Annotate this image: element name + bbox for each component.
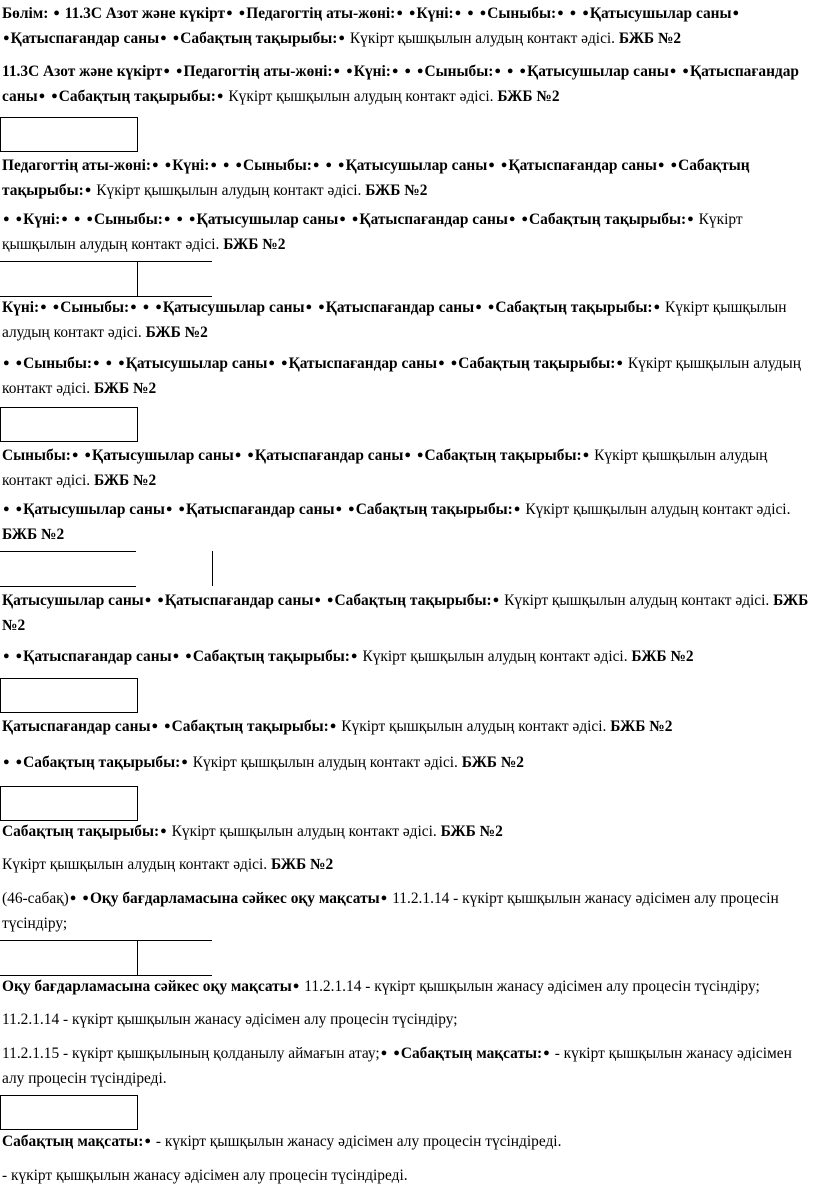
- text-teacher: Педагогтің аты-жөні:: [2, 157, 152, 174]
- bullet-icon: ●: [488, 159, 495, 171]
- bullet-icon: ●: [15, 650, 23, 662]
- bullet-icon: ●: [172, 650, 180, 662]
- paragraph-11: [2, 715, 812, 740]
- text-goal-label: Сабақтың мақсаты:: [400, 1045, 543, 1062]
- text-teacher: Педагогтің аты-жөні:: [183, 63, 333, 80]
- bullet-icon: ●: [333, 65, 341, 77]
- bullet-icon: ●: [582, 7, 589, 19]
- bullet-icon: ●: [160, 32, 167, 44]
- paragraph-14: [2, 853, 812, 876]
- paragraph-18: [2, 1042, 812, 1090]
- bullet-icon: ●: [670, 159, 678, 171]
- text-teacher: Педагогтің аты-жөні:: [246, 5, 396, 22]
- text-objectives-label: Оқу бағдарламасына сәйкес оқу мақсаты: [89, 890, 380, 907]
- bullet-icon: ●: [71, 449, 79, 461]
- bullet-icon: ●: [53, 7, 60, 19]
- text-grade: Сыныбы:: [487, 5, 557, 22]
- bullet-icon: ●: [519, 65, 527, 77]
- bullet-icon: ●: [732, 7, 740, 19]
- paragraph-2: [2, 60, 812, 110]
- text-goal-text: - күкірт қышқылын жанасу әдісімен алу процесін түсіндіреді.: [2, 1167, 408, 1184]
- text-absent-full: Қатыспағандар саны: [508, 157, 657, 174]
- bullet-icon: ●: [438, 357, 445, 369]
- empty-box: [0, 678, 138, 713]
- text-bjb: БЖБ №2: [610, 718, 673, 735]
- bullet-icon: ●: [454, 7, 462, 19]
- text-grade: Сыныбы:: [424, 63, 494, 80]
- text-topic-text: Күкірт қышқылын алудың контакт әдісі.: [192, 754, 458, 771]
- bullet-icon: ●: [506, 65, 514, 77]
- text-topic-text: Күкірт қышқылын алудың контакт әдісі.: [2, 355, 802, 397]
- text-topic-text: Күкірт қышқылын алудың контакт әдісі.: [341, 718, 607, 735]
- bullet-icon: ●: [569, 7, 577, 19]
- paragraph-1: [2, 2, 812, 52]
- text-present: Қатысушылар саны: [23, 501, 165, 518]
- bullet-icon: ●: [163, 213, 171, 225]
- bullet-icon: ●: [292, 980, 300, 992]
- text-bolim: Бөлім:: [2, 5, 49, 22]
- text-bjb: БЖБ №2: [2, 592, 809, 634]
- bullet-icon: ●: [543, 1047, 550, 1059]
- paragraph-13: [2, 820, 812, 845]
- bullet-icon: ●: [500, 159, 508, 171]
- text-date: Күні:: [23, 211, 61, 228]
- text-grade: Сыныбы:: [23, 355, 93, 372]
- text-topic: Сабақтың тақырыбы:: [355, 501, 513, 518]
- rule-vertical: [212, 551, 213, 586]
- text-lesson-no: (46-сабақ): [2, 890, 69, 907]
- bullet-icon: ●: [3, 213, 10, 225]
- bullet-icon: ●: [404, 449, 412, 461]
- bullet-icon: ●: [467, 7, 474, 19]
- text-goal-text: - күкірт қышқылын жанасу әдісімен алу процесін түсіндіреді.: [155, 1133, 562, 1150]
- bullet-icon: ●: [152, 159, 159, 171]
- bullet-icon: ●: [326, 594, 334, 606]
- text-topic: Сабақтың тақырыбы:: [2, 823, 160, 840]
- bullet-icon: ●: [325, 159, 333, 171]
- bullet-icon: ●: [142, 301, 150, 313]
- text-absent-full: Қатыспағандар саны: [288, 355, 438, 372]
- bullet-icon: ●: [338, 32, 346, 44]
- empty-box: [0, 407, 138, 442]
- empty-box: [0, 117, 138, 152]
- text-topic: Сабақтың тақырыбы:: [458, 355, 616, 372]
- text-obj1: 11.2.1.14 - күкірт қышқылын жанасу әдісімен алу процесін түсіндіру;: [304, 978, 760, 995]
- rule-line: [0, 940, 212, 941]
- bullet-icon: ●: [3, 32, 10, 44]
- bullet-icon: ●: [687, 213, 694, 225]
- text-date: Күні:: [2, 299, 40, 316]
- bullet-icon: ●: [494, 65, 502, 77]
- bullet-icon: ●: [351, 213, 359, 225]
- bullet-icon: ●: [247, 449, 254, 461]
- text-absent-full: Қатыспағандар саны: [2, 63, 799, 105]
- bullet-icon: ●: [475, 301, 482, 313]
- bullet-icon: ●: [350, 650, 358, 662]
- bullet-icon: ●: [144, 594, 152, 606]
- text-absent-full: Қатыспағандар саны: [10, 30, 160, 47]
- paragraph-16: [2, 975, 812, 1000]
- text-topic-text: Күкірт қышқылын алудың контакт әдісі.: [171, 823, 437, 840]
- bullet-icon: ●: [404, 65, 412, 77]
- text-grade: Сыныбы:: [93, 211, 163, 228]
- text-bjb: БЖБ №2: [440, 823, 503, 840]
- bullet-icon: ●: [3, 357, 10, 369]
- bullet-icon: ●: [337, 159, 345, 171]
- bullet-icon: ●: [380, 892, 388, 904]
- bullet-icon: ●: [172, 32, 180, 44]
- text-topic-text: Күкірт қышқылын алудың контакт әдісі.: [2, 447, 768, 489]
- text-present: Қатысушылар саны: [92, 447, 234, 464]
- text-topic: Сабақтың тақырыбы:: [2, 157, 750, 199]
- text-present: Қатысушылар саны: [589, 5, 732, 22]
- text-bjb: БЖБ №2: [2, 526, 65, 543]
- text-topic-text: Күкірт қышқылын алудың контакт әдісі.: [525, 501, 791, 518]
- bullet-icon: ●: [178, 503, 186, 515]
- bullet-icon: ●: [15, 503, 23, 515]
- text-absent-full: Қатыспағандар саны: [325, 299, 475, 316]
- bullet-icon: ●: [144, 1135, 151, 1147]
- paragraph-15: [2, 887, 812, 935]
- text-topic-text: Күкірт қышқылын алудың контакт әдісі.: [228, 88, 494, 105]
- bullet-icon: ●: [3, 756, 10, 768]
- rule-vertical: [137, 261, 138, 296]
- rule-line: [0, 261, 212, 262]
- bullet-icon: ●: [155, 301, 162, 313]
- bullet-icon: ●: [396, 7, 403, 19]
- text-obj2: 11.2.1.15 - күкірт қышқылының қолданылу аймағын атау;: [2, 1045, 380, 1062]
- bullet-icon: ●: [151, 720, 159, 732]
- text-topic-text: Күкірт қышқылын алудың контакт әдісі.: [2, 299, 787, 341]
- bullet-icon: ●: [335, 503, 343, 515]
- bullet-icon: ●: [82, 892, 89, 904]
- bullet-icon: ●: [487, 301, 495, 313]
- text-topic: Сабақтың тақырыбы:: [495, 299, 653, 316]
- bullet-icon: ●: [513, 503, 521, 515]
- text-bjb: БЖБ №2: [497, 88, 560, 105]
- text-topic-text: Күкірт қышқылын алудың контакт әдісі.: [2, 856, 268, 873]
- bullet-icon: ●: [479, 7, 487, 19]
- text-bjb: БЖБ №2: [145, 324, 208, 341]
- bullet-icon: ●: [61, 213, 68, 225]
- bullet-icon: ●: [557, 7, 564, 19]
- bullet-icon: ●: [280, 357, 288, 369]
- empty-box: [0, 1095, 138, 1130]
- text-topic: Сабақтың тақырыбы:: [529, 211, 687, 228]
- bullet-icon: ●: [210, 159, 217, 171]
- text-bjb: БЖБ №2: [631, 648, 694, 665]
- text-present: Қатысушылар саны: [196, 211, 339, 228]
- text-topic-text: Күкірт қышқылын алудың контакт әдісі.: [349, 30, 616, 47]
- bullet-icon: ●: [657, 159, 665, 171]
- text-grade: Сыныбы:: [60, 299, 130, 316]
- bullet-icon: ●: [216, 90, 224, 102]
- bullet-icon: ●: [582, 449, 590, 461]
- rule-line: [0, 551, 136, 552]
- text-goal-text: - күкірт қышқылын жанасу әдісімен алу процесін түсіндіреді.: [2, 1045, 792, 1087]
- text-topic: Сабақтың тақырыбы:: [180, 30, 338, 47]
- text-topic-text: Күкірт қышқылын алудың контакт әдісі.: [362, 648, 628, 665]
- paragraph-8: [2, 498, 812, 546]
- text-bjb: БЖБ №2: [223, 236, 286, 253]
- text-unit: 11.3С Азот және күкірт: [2, 63, 163, 80]
- bullet-icon: ●: [176, 213, 184, 225]
- bullet-icon: ●: [105, 357, 113, 369]
- bullet-icon: ●: [3, 650, 10, 662]
- bullet-icon: ●: [416, 449, 424, 461]
- text-date: Күні:: [172, 157, 210, 174]
- empty-box: [0, 786, 138, 821]
- bullet-icon: ●: [86, 213, 93, 225]
- bullet-icon: ●: [669, 65, 677, 77]
- bullet-icon: ●: [157, 594, 164, 606]
- bullet-icon: ●: [175, 65, 183, 77]
- text-absent-full: Қатыспағандар саны: [186, 501, 335, 518]
- bullet-icon: ●: [682, 65, 689, 77]
- text-topic: Сабақтың тақырыбы:: [192, 648, 350, 665]
- bullet-icon: ●: [521, 213, 529, 225]
- bullet-icon: ●: [15, 756, 23, 768]
- text-bjb: БЖБ №2: [93, 472, 157, 489]
- bullet-icon: ●: [339, 213, 346, 225]
- text-grade: Сыныбы:: [243, 157, 312, 174]
- bullet-icon: ●: [393, 1047, 400, 1059]
- bullet-icon: ●: [329, 720, 337, 732]
- bullet-icon: ●: [314, 594, 321, 606]
- text-absent-full: Қатыспағандар саны: [23, 648, 172, 665]
- text-bjb: БЖБ №2: [461, 754, 524, 771]
- bullet-icon: ●: [234, 449, 242, 461]
- text-bjb: БЖБ №2: [365, 182, 428, 199]
- bullet-icon: ●: [118, 357, 125, 369]
- bullet-icon: ●: [408, 7, 416, 19]
- bullet-icon: ●: [130, 301, 137, 313]
- bullet-icon: ●: [164, 159, 172, 171]
- paragraph-19: [2, 1130, 812, 1155]
- text-objectives-label: Оқу бағдарламасына сәйкес оқу мақсаты: [2, 978, 292, 995]
- bullet-icon: ●: [318, 301, 325, 313]
- text-present: Қатысушылар саны: [125, 355, 268, 372]
- paragraph-7: [2, 444, 812, 492]
- text-unit: 11.3С Азот және күкірт: [64, 5, 226, 22]
- bullet-icon: ●: [15, 357, 23, 369]
- bullet-icon: ●: [268, 357, 276, 369]
- bullet-icon: ●: [52, 301, 60, 313]
- text-topic-text: Күкірт қышқылын алудың контакт әдісі.: [96, 182, 362, 199]
- bullet-icon: ●: [312, 159, 320, 171]
- bullet-icon: ●: [15, 213, 23, 225]
- bullet-icon: ●: [492, 594, 500, 606]
- text-present: Қатысушылар саны: [2, 592, 144, 609]
- bullet-icon: ●: [226, 7, 233, 19]
- text-obj1: 11.2.1.14 - күкірт қышқылын жанасу әдісімен алу процесін түсіндіру;: [2, 890, 779, 932]
- bullet-icon: ●: [185, 650, 192, 662]
- bullet-icon: ●: [508, 213, 516, 225]
- bullet-icon: ●: [181, 756, 188, 768]
- bullet-icon: ●: [3, 503, 10, 515]
- paragraph-12: [2, 751, 812, 776]
- bullet-icon: ●: [160, 825, 167, 837]
- text-present: Қатысушылар саны: [162, 299, 305, 316]
- text-obj1: 11.2.1.14 - күкірт қышқылын жанасу әдісімен алу процесін түсіндіру;: [2, 1011, 458, 1028]
- bullet-icon: ●: [38, 90, 46, 102]
- text-topic: Сабақтың тақырыбы:: [58, 88, 216, 105]
- text-topic: Сабақтың тақырыбы:: [23, 754, 181, 771]
- text-topic: Сабақтың тақырыбы:: [171, 718, 329, 735]
- bullet-icon: ●: [346, 65, 353, 77]
- bullet-icon: ●: [84, 184, 92, 196]
- text-present: Қатысушылар саны: [527, 63, 669, 80]
- bullet-icon: ●: [73, 213, 81, 225]
- bullet-icon: ●: [348, 503, 355, 515]
- rule-line: [0, 586, 136, 587]
- bullet-icon: ●: [163, 65, 170, 77]
- text-date: Күні:: [416, 5, 454, 22]
- bullet-icon: ●: [165, 503, 173, 515]
- paragraph-3: [2, 154, 812, 204]
- bullet-icon: ●: [84, 449, 92, 461]
- bullet-icon: ●: [40, 301, 47, 313]
- bullet-icon: ●: [188, 213, 196, 225]
- text-date: Күні:: [353, 63, 391, 80]
- text-bjb: БЖБ №2: [618, 30, 682, 47]
- text-bjb: БЖБ №2: [270, 856, 334, 873]
- bullet-icon: ●: [163, 720, 171, 732]
- text-grade: Сыныбы:: [2, 447, 71, 464]
- text-topic: Сабақтың тақырыбы:: [334, 592, 492, 609]
- text-absent-full: Қатыспағандар саны: [164, 592, 314, 609]
- bullet-icon: ●: [51, 90, 58, 102]
- bullet-icon: ●: [380, 1047, 388, 1059]
- bullet-icon: ●: [235, 159, 243, 171]
- text-absent-full: Қатыспағандар саны: [254, 447, 404, 464]
- paragraph-20: [2, 1164, 812, 1187]
- bullet-icon: ●: [305, 301, 313, 313]
- bullet-icon: ●: [93, 357, 100, 369]
- bullet-icon: ●: [222, 159, 230, 171]
- text-absent-full: Қатыспағандар саны: [2, 718, 151, 735]
- text-present: Қатысушылар саны: [345, 157, 488, 174]
- paragraph-6: [2, 352, 812, 400]
- bullet-icon: ●: [450, 357, 458, 369]
- paragraph-10: [2, 645, 812, 670]
- text-absent-full: Қатыспағандар саны: [359, 211, 508, 228]
- text-topic-text: Күкірт қышқылын алудың контакт әдісі.: [2, 211, 743, 253]
- text-topic-text: Күкірт қышқылын алудың контакт әдісі.: [504, 592, 770, 609]
- paragraph-17: [2, 1008, 812, 1031]
- text-topic: Сабақтың тақырыбы:: [424, 447, 582, 464]
- text-goal-label: Сабақтың мақсаты:: [2, 1133, 144, 1150]
- paragraph-4: [2, 208, 812, 256]
- bullet-icon: ●: [416, 65, 424, 77]
- bullet-icon: ●: [238, 7, 246, 19]
- bullet-icon: ●: [653, 301, 661, 313]
- rule-vertical: [137, 940, 138, 975]
- bullet-icon: ●: [616, 357, 623, 369]
- paragraph-9: [2, 589, 812, 637]
- bullet-icon: ●: [69, 892, 77, 904]
- paragraph-5: [2, 296, 812, 344]
- text-bjb: БЖБ №2: [93, 380, 157, 397]
- bullet-icon: ●: [391, 65, 399, 77]
